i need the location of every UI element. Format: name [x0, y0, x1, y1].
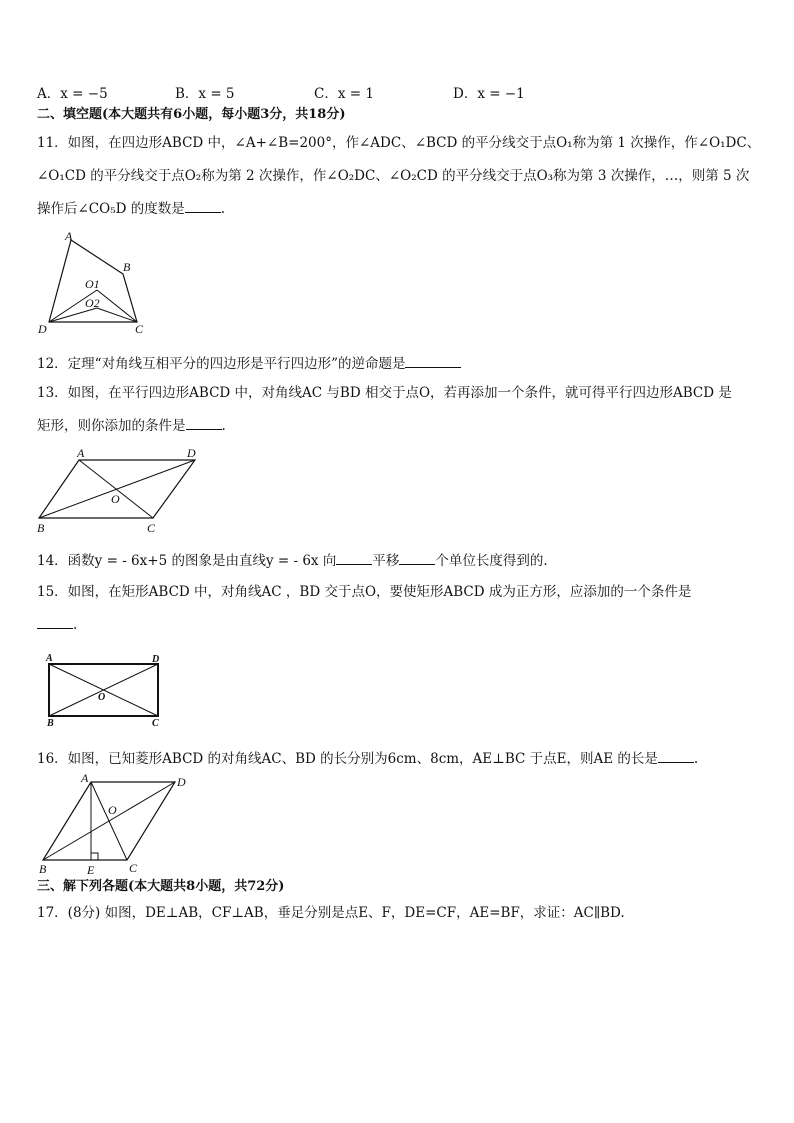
fig15-label-d: D — [152, 654, 160, 665]
q17-line: 17．(8分) 如图，DE⊥AB，CF⊥AB，垂足分别是点E、F，DE=CF，AE=BF，求证：AC∥BD. — [37, 905, 625, 921]
fig15-label-o: O — [98, 692, 106, 703]
q13-line1: 13．如图，在平行四边形ABCD 中，对角线AC 与BD 相交于点O，若再添加一个条件，就可得平行四边形ABCD 是 — [37, 385, 732, 401]
figure-q16-rhombus — [35, 770, 195, 878]
q11-line1: 11．如图，在四边形ABCD 中，∠A+∠B=200°，作∠ADC、∠BCD 的平分线交于点O₁称为第 1 次操作，作∠O₁DC、 — [37, 135, 761, 151]
q15-line2-end: . — [73, 617, 78, 633]
figure-q15-rectangle — [38, 650, 170, 730]
q16-line — [37, 748, 758, 769]
q13-line2-text: 矩形，则你添加的条件是 — [37, 418, 186, 434]
section-2-heading: 二、填空题(本大题共有6小题，每小题3分，共18分) — [37, 107, 346, 122]
fig15-label-a: A — [46, 653, 53, 664]
figure-q11-quadrilateral — [35, 228, 155, 336]
q11-line2: ∠O₁CD 的平分线交于点O₂称为第 2 次操作，作∠O₂DC、∠O₂CD 的平分线交于点O₃称为第 3 次操作，…，则第 5 次 — [37, 168, 750, 184]
q13-line2 — [37, 415, 758, 436]
fig11-label-o2: O2 — [85, 296, 100, 310]
q13-line2-end: . — [221, 418, 226, 434]
fig13-diagonal-bd — [39, 460, 195, 518]
fig11-label-o1: O1 — [85, 277, 100, 291]
fig11-line-d-o2 — [49, 308, 97, 322]
fig16-right-angle-mark — [91, 853, 98, 860]
q11-line3-text: 操作后∠CO₅D 的度数是 — [37, 201, 185, 217]
fig11-label-b: B — [123, 260, 131, 274]
fig16-label-a: A — [81, 771, 89, 785]
q16-answer-blank — [658, 748, 694, 763]
fig13-label-d: D — [187, 446, 196, 460]
q11-line3 — [37, 198, 758, 219]
option-c: C．x = 1 — [314, 86, 374, 102]
q13-answer-blank — [186, 415, 222, 430]
fig16-label-c: C — [129, 861, 138, 875]
fig13-label-a: A — [77, 446, 85, 460]
q14-part1: 14．函数y = - 6x+5 的图象是由直线y = - 6x 向 — [37, 553, 337, 569]
section-3-heading: 三、解下列各题(本大题共8小题，共72分) — [37, 879, 285, 894]
q16-text: 16．如图，已知菱形ABCD 的对角线AC、BD 的长分别为6cm、8cm，AE⊥BC 于点E，则AE 的长是 — [37, 751, 658, 767]
fig15-label-c: C — [152, 718, 159, 729]
q11-answer-blank — [185, 198, 221, 213]
q15-line2 — [37, 614, 758, 635]
q12-answer-blank — [405, 353, 461, 368]
q11-line3-end: . — [220, 201, 226, 217]
fig13-label-c: C — [147, 521, 156, 535]
option-d: D．x = −1 — [453, 86, 525, 102]
fig15-label-b: B — [47, 718, 54, 729]
figure-q13-parallelogram — [35, 446, 205, 538]
fig16-label-d: D — [177, 775, 186, 789]
fig11-label-c: C — [135, 322, 144, 336]
fig16-label-e: E — [87, 863, 95, 877]
option-a: A．x = −5 — [37, 86, 108, 102]
q16-end: . — [693, 751, 699, 767]
q14-blank-direction — [336, 550, 372, 565]
fig16-label-o: O — [108, 803, 117, 817]
fig13-label-o: O — [111, 492, 120, 506]
q12-line — [37, 353, 758, 374]
q14-blank-units — [399, 550, 435, 565]
q14-line — [37, 550, 758, 571]
q14-part2: 平移 — [372, 553, 400, 569]
q15-answer-blank — [37, 614, 73, 629]
q14-part3: 个单位长度得到的. — [435, 553, 548, 569]
fig11-line-c-o2 — [97, 308, 137, 322]
fig16-label-b: B — [39, 862, 47, 876]
fig13-label-b: B — [37, 521, 45, 535]
fig11-line-c-o1 — [97, 290, 137, 322]
q12-text: 12．定理“对角线互相平分的四边形是平行四边形”的逆命题是 — [37, 356, 406, 372]
fig16-diagonal-bd — [43, 782, 175, 860]
q15-line1: 15．如图，在矩形ABCD 中，对角线AC ，BD 交于点O，要使矩形ABCD 成为正方形，应添加的一个条件是 — [37, 584, 692, 600]
option-b: B．x = 5 — [175, 86, 235, 102]
fig11-label-d: D — [38, 322, 47, 336]
fig11-label-a: A — [65, 229, 73, 243]
